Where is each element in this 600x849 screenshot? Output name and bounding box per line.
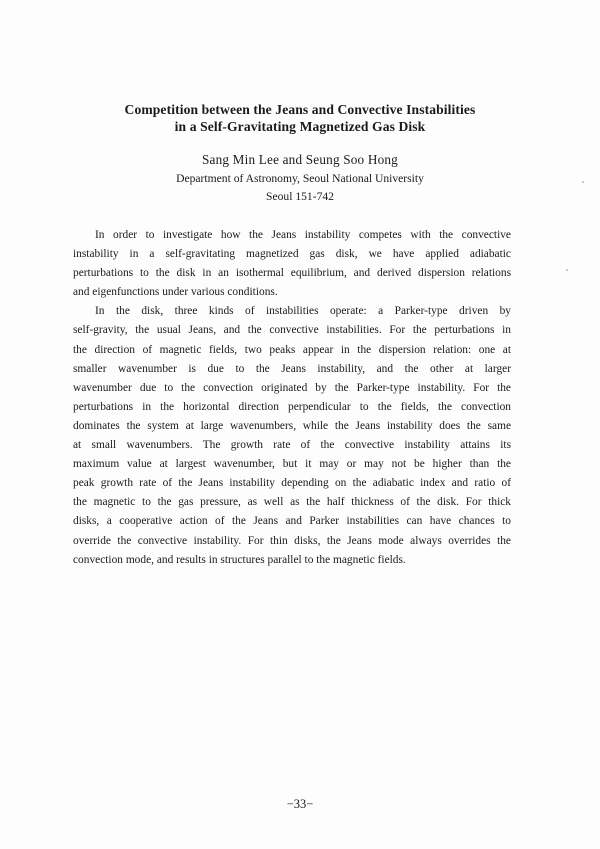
author-address: Seoul 151-742 xyxy=(266,190,334,203)
paper-title-line-2: in a Self-Gravitating Magnetized Gas Disk xyxy=(174,119,426,134)
abstract-line: instability in a self-gravitating magnetized gas disk, we have applied adiabatic xyxy=(73,248,511,261)
scan-speck xyxy=(582,181,584,183)
abstract-line: the magnetic to the gas pressure, as well as the half thickness of the disk. For thick xyxy=(73,496,511,509)
abstract-line: peak growth rate of the Jeans instability depending on the adiabatic index and ratio of xyxy=(73,477,511,490)
abstract-line: wavenumber due to the convection originated by the Parker-type instability. For the xyxy=(73,381,511,394)
abstract-line: override the convective instability. For thin disks, the Jeans mode always overrides the xyxy=(73,534,511,547)
author-affiliation: Department of Astronomy, Seoul National University xyxy=(176,172,424,185)
abstract-line: convection mode, and results in structures parallel to the magnetic fields. xyxy=(73,553,406,566)
abstract-line: perturbations in the horizontal direction perpendicular to the fields, the convection xyxy=(73,400,511,413)
abstract-body xyxy=(73,226,511,570)
abstract-line: self-gravity, the usual Jeans, and the convective instabilities. For the perturbations in xyxy=(73,324,511,337)
abstract-line: dominates the system at large wavenumbers, while the Jeans instability does the same xyxy=(73,419,511,432)
abstract-line: In the disk, three kinds of instabilities operate: a Parker-type driven by xyxy=(95,305,511,318)
abstract-line: at small wavenumbers. The growth rate of the convective instability attains its xyxy=(73,439,511,452)
abstract-line: maximum value at largest wavenumber, but it may or may not be higher than the xyxy=(73,458,511,471)
abstract-line: the direction of magnetic fields, two peaks appear in the dispersion relation: one at xyxy=(73,343,511,356)
abstract-line: In order to investigate how the Jeans instability competes with the convective xyxy=(95,229,511,241)
paper-title-line-1: Competition between the Jeans and Convective Instabilities xyxy=(124,102,476,117)
abstract-line: perturbations to the disk in an isothermal equilibrium, and derived dispersion relations xyxy=(73,267,511,280)
abstract-line: and eigenfunctions under various conditions. xyxy=(73,286,278,299)
page-number: −33− xyxy=(286,797,314,811)
scan-speck xyxy=(566,269,568,271)
abstract-line: smaller wavenumber is due to the Jeans instability, and the other at larger xyxy=(73,362,511,375)
author-names: Sang Min Lee and Seung Soo Hong xyxy=(202,152,398,167)
abstract-line: disks, a cooperative action of the Jeans and Parker instabilities can have chances to xyxy=(73,515,511,528)
